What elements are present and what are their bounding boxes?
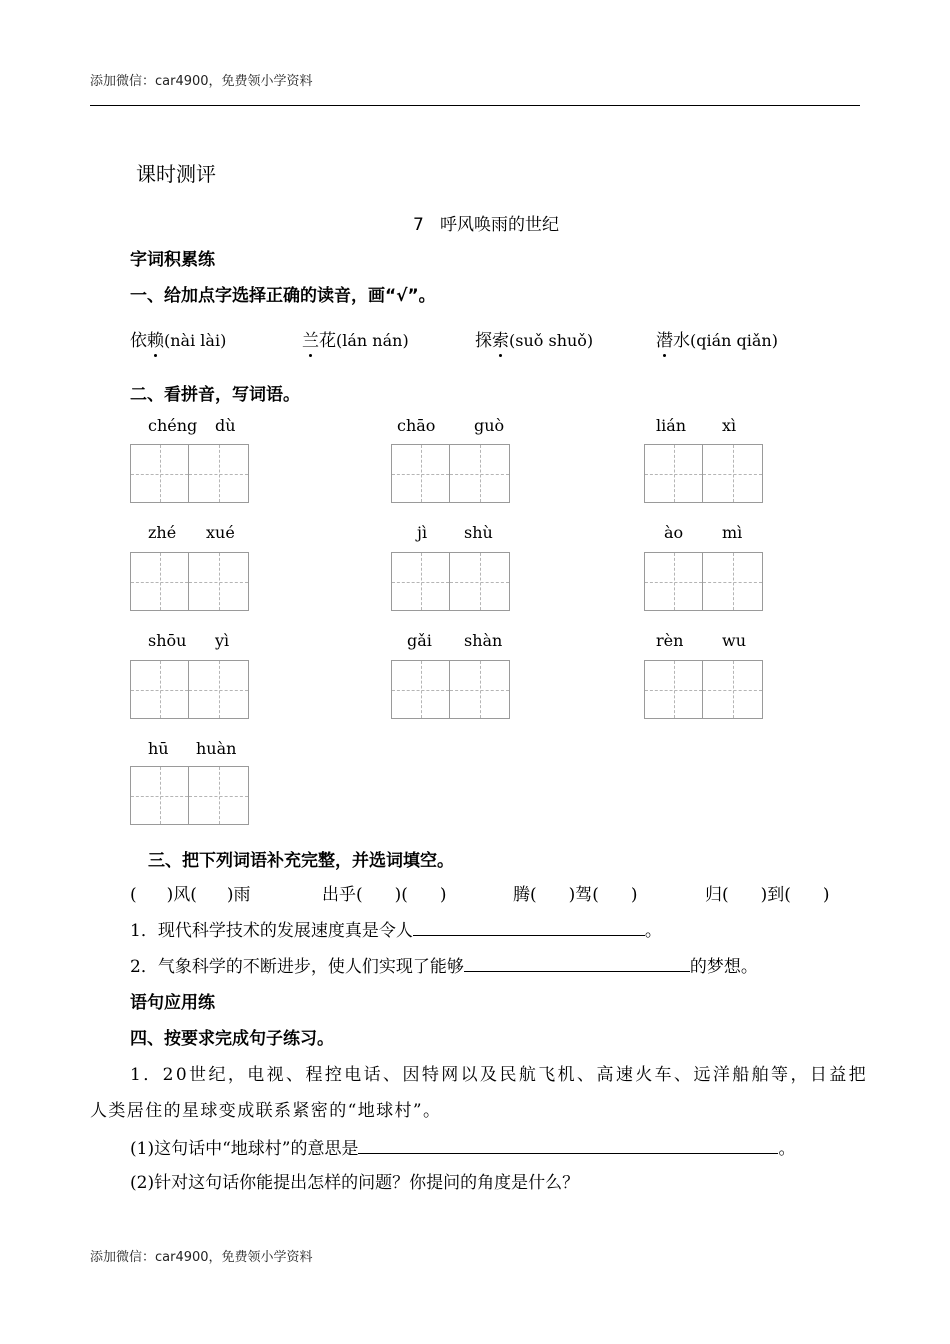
- dotted-char: 兰: [302, 326, 319, 351]
- pinyin-label: dù: [215, 416, 236, 435]
- writing-grid[interactable]: [130, 552, 250, 612]
- header-text: 添加微信：car4900，免费领小学资料: [90, 74, 313, 89]
- char-box[interactable]: [189, 660, 249, 719]
- pinyin-label: jì: [417, 523, 428, 542]
- writing-grid[interactable]: [391, 660, 511, 720]
- char-box[interactable]: [130, 552, 189, 611]
- q3-heading: 三、把下列词语补充完整，并选词填空。: [148, 851, 454, 871]
- char-box[interactable]: [450, 660, 510, 719]
- char-box[interactable]: [189, 552, 249, 611]
- char-box[interactable]: [189, 444, 249, 503]
- idiom-fill: ( )风( )雨: [130, 885, 251, 905]
- pinyin-label: mì: [722, 523, 743, 542]
- writing-grid[interactable]: [644, 552, 764, 612]
- char-box[interactable]: [130, 660, 189, 719]
- q4-heading: 四、按要求完成句子练习。: [130, 1029, 334, 1049]
- idiom-fill: 出乎( )( ): [322, 885, 447, 905]
- answer-blank[interactable]: [413, 934, 645, 936]
- pinyin-label: hū: [148, 739, 169, 758]
- pinyin-label: ào: [664, 523, 684, 542]
- pronunciation-options: (suǒ shuǒ): [509, 331, 594, 350]
- pronunciation-options: (qián qiǎn): [690, 331, 778, 350]
- pronunciation-options: (nài lài): [164, 331, 227, 350]
- char-box[interactable]: [644, 444, 703, 503]
- dotted-char: 索: [492, 326, 509, 351]
- char-box[interactable]: [391, 552, 450, 611]
- q4-sub-1: (1)这句话中“地球村”的意思是 。: [130, 1139, 796, 1159]
- char-box[interactable]: [703, 552, 763, 611]
- q1-item: 依赖(nài lài): [130, 326, 226, 351]
- pinyin-label: wu: [722, 631, 746, 650]
- pinyin-label: lián: [656, 416, 687, 435]
- pinyin-label: chāo: [397, 416, 436, 435]
- pinyin-label: xì: [722, 416, 737, 435]
- idiom-fill: 归( )到( ): [705, 885, 830, 905]
- char-box[interactable]: [644, 660, 703, 719]
- pinyin-label: shù: [464, 523, 493, 542]
- writing-grid[interactable]: [391, 552, 511, 612]
- char-box[interactable]: [391, 660, 450, 719]
- q3-sentence-1: 1．现代科学技术的发展速度真是令人 。: [130, 921, 662, 941]
- pronunciation-options: (lán nán): [336, 331, 409, 350]
- char-box[interactable]: [703, 444, 763, 503]
- pinyin-label: gǎi: [407, 631, 432, 650]
- pinyin-label: xué: [206, 523, 235, 542]
- pinyin-label: guò: [474, 416, 505, 435]
- lesson-heading: [413, 210, 559, 235]
- pinyin-label: shàn: [464, 631, 503, 650]
- lesson-number: 7: [413, 215, 424, 235]
- char-box[interactable]: [130, 766, 189, 825]
- q1-item: 探索(suǒ shuǒ): [475, 326, 593, 351]
- dotted-char: 赖: [147, 326, 164, 351]
- q1-heading: 一、给加点字选择正确的读音，画“√”。: [130, 286, 436, 306]
- pinyin-label: shōu: [148, 631, 187, 650]
- lesson-title: 呼风唤雨的世纪: [440, 215, 560, 235]
- q4-line-2: 人类居住的星球变成联系紧密的“地球村”。: [90, 1101, 442, 1121]
- writing-grid[interactable]: [391, 444, 511, 504]
- char-box[interactable]: [450, 444, 510, 503]
- pinyin-label: rèn: [656, 631, 684, 650]
- q3-sentence-2: 2．气象科学的不断进步，使人们实现了能够 的梦想。: [130, 957, 758, 977]
- q4-line-1: 1．20世纪，电视、程控电话、因特网以及民航飞机、高速火车、远洋船舶等，日益把: [130, 1065, 869, 1085]
- pinyin-label: zhé: [148, 523, 177, 542]
- header-rule: [90, 105, 860, 106]
- writing-grid[interactable]: [644, 660, 764, 720]
- footer-text: 添加微信：car4900，免费领小学资料: [90, 1250, 313, 1265]
- section-heading-yuju: 语句应用练: [130, 993, 215, 1013]
- pinyin-label: chéng: [148, 416, 198, 435]
- char-box[interactable]: [391, 444, 450, 503]
- q4-sub-2: (2)针对这句话你能提出怎样的问题？你提问的角度是什么？: [130, 1173, 580, 1193]
- writing-grid[interactable]: [130, 444, 250, 504]
- char-box[interactable]: [450, 552, 510, 611]
- q2-heading: 二、看拼音，写词语。: [130, 385, 300, 405]
- answer-blank[interactable]: [464, 970, 690, 972]
- pinyin-label: yì: [215, 631, 230, 650]
- section-heading-zici: 字词积累练: [130, 250, 215, 270]
- writing-grid[interactable]: [644, 444, 764, 504]
- q1-item: 潜水(qián qiǎn): [656, 326, 778, 351]
- dotted-char: 潜: [656, 326, 673, 351]
- pinyin-label: huàn: [196, 739, 237, 758]
- page-title: 课时测评: [136, 162, 216, 186]
- writing-grid[interactable]: [130, 766, 250, 826]
- char-box[interactable]: [703, 660, 763, 719]
- idiom-fill: 腾( )驾( ): [513, 885, 638, 905]
- char-box[interactable]: [189, 766, 249, 825]
- writing-grid[interactable]: [130, 660, 250, 720]
- q1-item: 兰花(lán nán): [302, 326, 409, 351]
- char-box[interactable]: [130, 444, 189, 503]
- answer-blank[interactable]: [358, 1152, 778, 1154]
- char-box[interactable]: [644, 552, 703, 611]
